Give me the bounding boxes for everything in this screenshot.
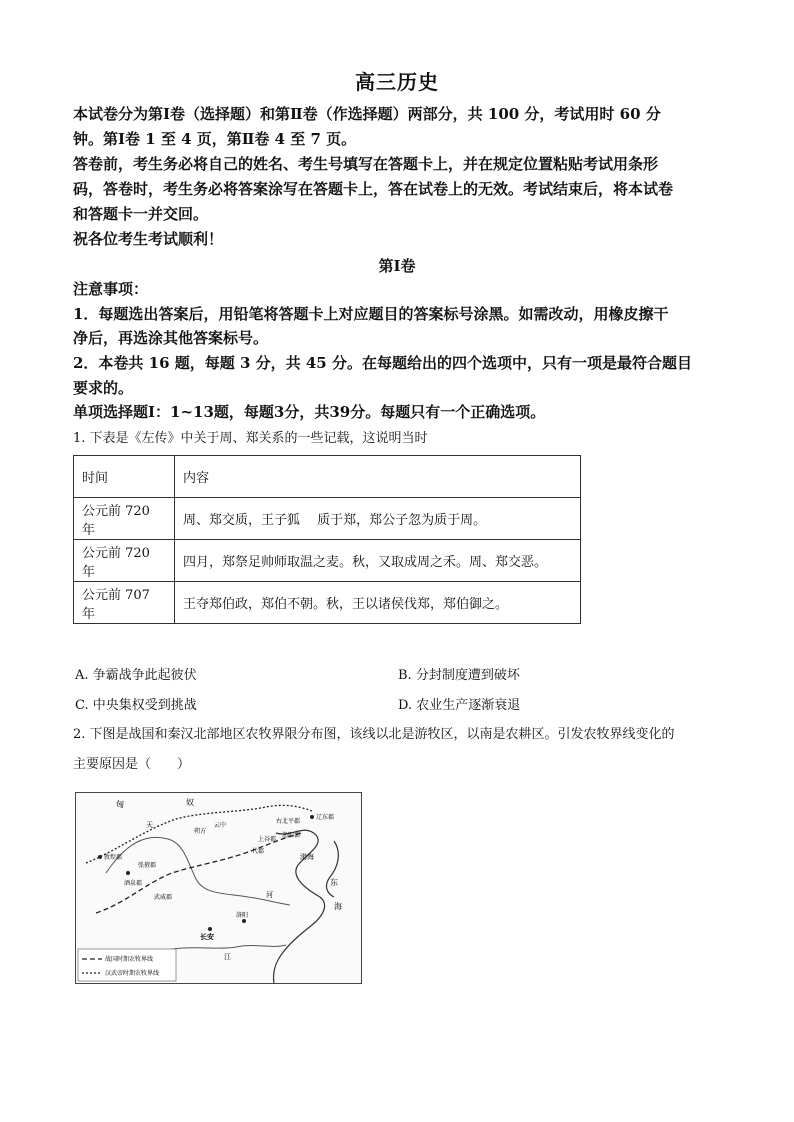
legend-warring-states: 战国时期农牧界线	[105, 956, 154, 963]
q2-map	[75, 792, 362, 984]
table-row	[74, 498, 581, 540]
label-youbeiping: 右北平郡	[276, 818, 301, 825]
page-title: 高三历史	[355, 70, 439, 94]
q1-option-c[interactable]: C. 中央集权受到挑战	[75, 698, 197, 713]
table-cell-time: 公元前 720 年	[74, 498, 175, 540]
table-cell-time: 公元前 707 年	[74, 582, 175, 624]
intro-line-3: 答卷前，考生务必将自己的姓名、考生号填写在答题卡上，并在规定位置粘贴考试用条形	[73, 155, 659, 173]
table-cell-content: 周、郑交质，王子狐 质于郑，郑公子忽为质于周。	[175, 498, 581, 540]
table-header-row	[74, 456, 581, 498]
map-drawing	[76, 793, 361, 983]
label-wuwei: 武威郡	[154, 894, 173, 901]
label-dunhuang: 敦煌郡	[104, 854, 123, 861]
intro-line-5: 和答题卡一并交回。	[73, 205, 209, 223]
label-luoyang: 洛阳	[236, 912, 249, 919]
notice-line-1: 1．每题选出答案后，用铅笔将答题卡上对应题目的答案标号涂黑。如需改动，用橡皮擦干	[73, 305, 669, 323]
notice-line-3: 2．本卷共 16 题，每题 3 分，共 45 分。在每题给出的四个选项中，只有一项是最符合题目	[73, 354, 692, 372]
intro-line-1: 本试卷分为第Ⅰ卷（选择题）和第Ⅱ卷（作选择题）两部分，共 100 分，考试用时 60 分	[73, 105, 661, 123]
label-yuyang: 渔阳郡	[282, 832, 301, 839]
q1-option-b[interactable]: B. 分封制度遭到破坏	[398, 668, 520, 683]
label-jiuquan: 酒泉郡	[124, 880, 143, 887]
label-tian: 天	[146, 821, 153, 829]
table-row	[74, 540, 581, 582]
intro-line-2: 钟。第Ⅰ卷 1 至 4 页，第Ⅱ卷 4 至 7 页。	[73, 130, 357, 148]
intro-line-6: 祝各位考生考试顺利！	[73, 230, 224, 248]
label-he: 河	[266, 891, 273, 899]
q1-records-table	[73, 455, 581, 624]
label-changan: 长安	[200, 933, 214, 941]
q2-stem-line-2: 主要原因是（ ）	[73, 757, 191, 772]
notice-title: 注意事项：	[73, 280, 149, 298]
notice-line-4: 要求的。	[73, 379, 134, 397]
table-cell-content: 王夺郑伯政，郑伯不朝。秋，王以诸侯伐郑，郑伯御之。	[175, 582, 581, 624]
q1-option-d[interactable]: D. 农业生产逐渐衰退	[398, 698, 521, 713]
table-header-content: 内容	[175, 456, 581, 498]
label-bohai: 渤海	[300, 853, 314, 861]
part-title: 单项选择题Ⅰ：1~13题，每题3分，共39分。每题只有一个正确选项。	[73, 403, 546, 421]
q1-option-a[interactable]: A. 争霸战争此起彼伏	[75, 668, 197, 683]
table-cell-time: 公元前 720 年	[74, 540, 175, 582]
table-header-time: 时间	[74, 456, 175, 498]
label-jiang: 江	[224, 953, 231, 961]
peninsula	[327, 841, 339, 897]
label-shuofang: 朔方	[194, 828, 207, 835]
label-yunzhong: 云中	[214, 822, 227, 829]
label-dai: 代郡	[252, 848, 265, 855]
table-cell-content: 四月，郑祭足帅师取温之麦。秋，又取成周之禾。周、郑交恶。	[175, 540, 581, 582]
notice-line-2: 净后，再选涂其他答案标号。	[73, 329, 269, 347]
label-liaodong: 辽东郡	[316, 814, 335, 821]
label-donghai-2: 海	[334, 902, 342, 911]
label-zhangye: 张掖郡	[138, 862, 157, 869]
legend-qin-han: 汉武帝时期农牧界线	[105, 970, 160, 977]
intro-line-4: 码，答卷时，考生务必将答案涂写在答题卡上，答在试卷上的无效。考试结束后，将本试卷	[73, 180, 674, 198]
label-xiongnu-2: 奴	[186, 798, 194, 807]
table-row	[74, 582, 581, 624]
label-donghai-1: 东	[330, 878, 338, 887]
label-shanggu: 上谷郡	[258, 836, 277, 843]
section-heading: 第Ⅰ卷	[378, 257, 416, 275]
q1-stem: 1. 下表是《左传》中关于周、郑关系的一些记载，这说明当时	[73, 431, 428, 446]
label-xiongnu-1: 匈	[116, 800, 124, 809]
q2-stem-line-1: 2. 下图是战国和秦汉北部地区农牧界限分布图，该线以北是游牧区，以南是农耕区。引发农牧界线变化的	[73, 727, 675, 742]
